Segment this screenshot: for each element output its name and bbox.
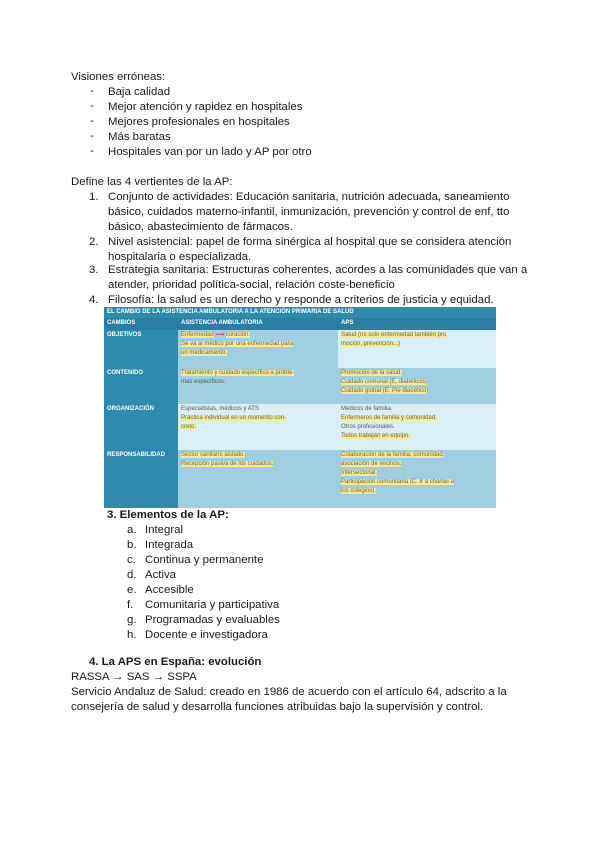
list-item: Baja calidad (108, 86, 171, 98)
cell-line: Enfermeros de familia y comunidad. (341, 415, 437, 421)
table-cell (178, 450, 338, 508)
red-arrow-icon: ⟶ (215, 332, 224, 338)
cell-line: Cuidado comunal (E, diabéticos) (341, 379, 428, 385)
list-item: Accesible (145, 584, 194, 596)
cell-line: Otros profesionales. (341, 424, 395, 430)
cell-line: Práctica individual en un momento con- (181, 415, 287, 421)
cell-line: Cuidado global (E. Pie diabético) (341, 388, 429, 394)
cell-line: creto. (181, 424, 197, 430)
cell-line: Intersectorial. (341, 470, 378, 476)
table-cell (178, 330, 338, 368)
aps-spain-heading: 4. La APS en España: evolución (89, 656, 262, 668)
table-cell (338, 368, 496, 404)
list-item: Integrada (145, 539, 194, 551)
list-item: Hospitales van por un lado y AP por otro (108, 146, 312, 158)
table-cell (178, 404, 338, 450)
list-item-line: básico, cuidados materno-infantil, inmunización, prevención y control de enf, tto (108, 206, 510, 218)
cell-line: asociación de vecinos. (341, 461, 402, 467)
table-cell (338, 330, 496, 368)
list-letter: f. (127, 599, 134, 611)
list-number: 4. (89, 294, 99, 306)
table-title: EL CAMBIO DE LA ASISTENCIA AMBULATORIA A LA ATENCIÓN PRIMARIA DE SALUD (104, 307, 496, 318)
list-item: Más baratas (108, 131, 171, 143)
row-label: OBJETIVOS (104, 330, 178, 368)
list-letter: c. (127, 554, 136, 566)
cell-line: los colegios). (341, 488, 377, 494)
cell-line: Salud (no solo enfermedad también pro (341, 332, 447, 338)
list-letter: h. (127, 629, 137, 641)
cell-line: Sector sanitario aislado. (181, 452, 246, 458)
row-label: CONTENIDO (104, 368, 178, 404)
cell-line: moción, prevención...) (341, 341, 401, 347)
list-item-line: Filosofía: la salud es un derecho y responde a criterios de justicia y equidad. (108, 294, 494, 306)
list-item: Continua y permanente (145, 554, 264, 566)
bullet-dash: - (90, 100, 94, 112)
vertientes-heading: Define las 4 vertientes de la AP: (71, 176, 233, 188)
list-item-line: atender, prioridad política-social, relación coste-beneficio (108, 279, 395, 291)
list-item: Docente e investigadora (145, 629, 268, 641)
bullet-dash: - (90, 130, 94, 142)
table-row (104, 368, 496, 404)
cell-line: Todos trabajan en equipo. (341, 433, 411, 439)
table-header-cell: ASISTENCIA AMBULATORIA (178, 318, 338, 330)
table-header-cell: CAMBIOS (104, 318, 178, 330)
cell-line: Enfermedad (181, 332, 214, 338)
bullet-dash: - (90, 85, 94, 97)
comparison-table (104, 307, 496, 508)
list-number: 1. (89, 191, 99, 203)
row-label: ORGANIZACIÓN (104, 404, 178, 450)
bullet-dash: - (90, 145, 94, 157)
list-item-line: Conjunto de actividades: Educación sanitaria, nutrición adecuada, saneamiento (108, 191, 510, 203)
list-letter: g. (127, 614, 137, 626)
cell-line: Recepción pasiva de los cuidados. (181, 461, 274, 467)
list-item-line: Estrategia sanitaria: Estructuras coherentes, acordes a las comunidades que van a (108, 264, 528, 276)
table-row (104, 330, 496, 368)
cell-line: curación. (225, 332, 250, 338)
table-cell (338, 404, 496, 450)
list-item-line: Nivel asistencial: papel de forma sinérgica al hospital que se considera atención (108, 236, 512, 248)
list-item: Programadas y evaluables (145, 614, 280, 626)
list-item: Integral (145, 524, 183, 536)
list-item: Activa (145, 569, 177, 581)
list-letter: d. (127, 569, 137, 581)
list-letter: b. (127, 539, 137, 551)
elementos-heading: 3. Elementos de la AP: (107, 509, 229, 521)
list-number: 3. (89, 264, 99, 276)
table-header-cell: APS (338, 318, 496, 330)
cell-line: Se va al médico por una enfermedad para (181, 341, 294, 347)
cell-line: un medicamento. (181, 350, 228, 356)
list-letter: e. (127, 584, 137, 596)
cell-line: Participación comunitaria (C. Ir a charlas a (341, 479, 455, 485)
list-item-line: hospitalaria o especializada. (108, 251, 252, 263)
cell-line: Médicos de familia. (341, 406, 393, 412)
table-cell (178, 368, 338, 404)
list-item: Mejor atención y rapidez en hospitales (108, 101, 303, 113)
list-item: Comunitaria y participativa (145, 599, 280, 611)
aps-evolution-flow: RASSA → SAS → SSPA (71, 671, 197, 683)
row-label: RESPONSABILIDAD (104, 450, 178, 508)
bullet-dash: - (90, 115, 94, 127)
list-item: Mejores profesionales en hospitales (108, 116, 290, 128)
list-letter: a. (127, 524, 137, 536)
list-number: 2. (89, 236, 99, 248)
cell-line: Promoción de la salud. (341, 370, 403, 376)
cell-line: Especialistas, médicos y ATS (181, 406, 259, 412)
table-cell (338, 450, 496, 508)
cell-line: mas específicos. (181, 379, 226, 385)
paragraph-line: consejería de salud y desarrolla funciones atribuidas bajo la supervisión y control. (71, 701, 484, 713)
paragraph-line: Servicio Andaluz de Salud: creado en 1986 de acuerdo con el artículo 64, adscrito a la (71, 686, 507, 698)
cell-line: Tratamiento y cuidado específico a proble- (181, 370, 295, 376)
table-row (104, 450, 496, 508)
table-row (104, 404, 496, 450)
cell-line: Colaboración de la familia, comunidad, (341, 452, 445, 458)
misconceptions-heading: Visiones erróneas: (71, 71, 166, 83)
list-item-line: básico, abastecimiento de fármacos. (108, 221, 293, 233)
